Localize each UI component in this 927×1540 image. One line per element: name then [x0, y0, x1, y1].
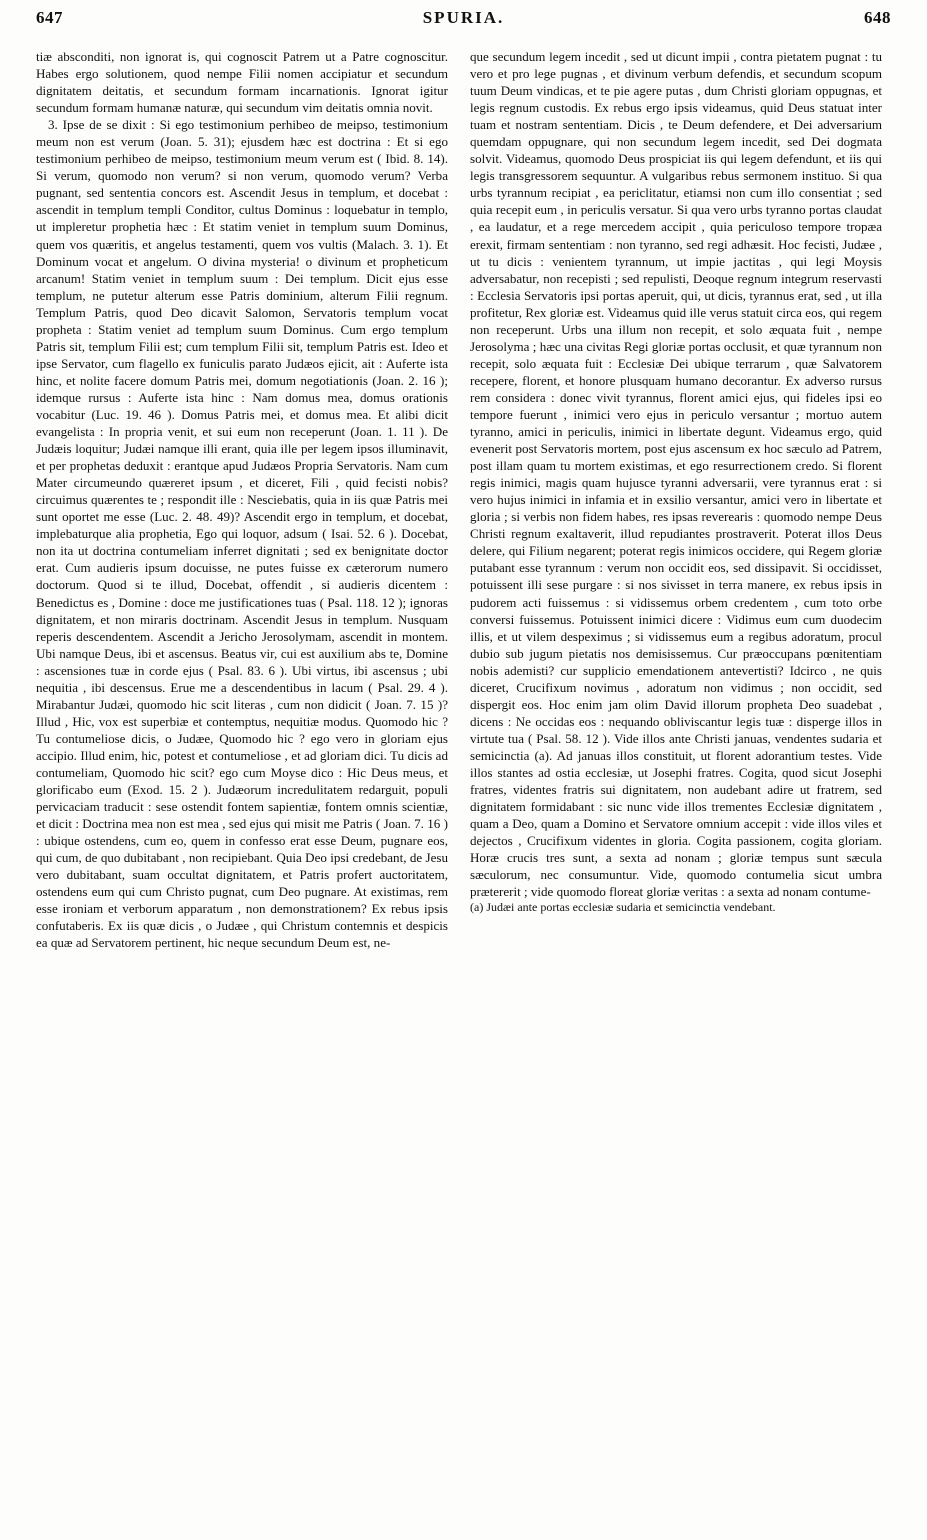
left-paragraph-2: 3. Ipse de se dixit : Si ego testimonium perhibeo de meipso, testimonium meum non est verum (Joan. 5. 31); ejusdem hæc est doctrina : Et si ego testimonium perhibeo de meipso, testimonium meum verum est ( Ibid. 8. 14). Si verum, quomodo non verum? si non verum, quomodo verum? Verba pugnant, sed sententia concors est. Ascendit Jesus in templum, et docebat : ascendit in templum templi Conditor, cultus Dominus : loquebatur in templo, ut impleretur prophetia hæc : Et statim veniet in templum suum Dominus, quem vos quæritis, et angelus testamenti, quem vos vultis (Malach. 3. 1). Et Dominum vocat et angelum. O divina mysteria! o divinum et propheticum arcanum! Statim veniet in templum suum : Dei templum. Dicit ejus esse templum, ne putetur alterum esse Patris dominium, alterum Filii regnum. Templum Patris, quod Deo dicavit Salomon, Servatoris templum vocat propheta : Statim veniet ad templum suum Dominus. Cum ergo templum Patris sit, templum Filii est; cum templum Filii sit, templum Patris est. Ideo et ipse Servator, cum flagello ex funiculis parato Judæos ejicit, ait : Auferte ista hinc, et nolite facere domum Patris mei, domum negotiationis (Joan. 2. 16 ); idemque rursus : Auferte ista hinc : Nam domus mea, domus orationis vocabitur (Luc. 19. 46 ). Domus Patris mei, et domus mea. Et alibi dicit evangelista : In propria venit, et sui eum non receperunt (Joan. 1. 11 ). De Judæis loquitur; Judæi namque illi erant, quia ille per legem ipsos illuminavit, et per prophetas deduxit : erantque apud Judæos Propria Servatoris. Nam cum Mater circumeundo quæreret ipsum , et diceret, Fili , quid fecisti nobis? circuimus quærentes te ; respondit ille : Nesciebatis, quia in iis quæ Patris mei sunt oportet me esse (Luc. 2. 48. 49)? Ascendit ergo in templum, et docebat, implebaturque alia prophetia, Ego qui loquor, adsum ( Isai. 52. 6 ). Docebat, non ita ut doctrina contumeliam inferret dignitati ; sed ex benignitate doctor erat. Cum audieris ipsum docuisse, ne putes fuisse ex cæterorum numero doctorum. Quod si te illud, Docebat, offendit , si audieris dicentem : Benedictus es , Domine : doce me justificationes tuas ( Psal. 118. 12 ); ignoras dignitatem, et non miraris doctrinam. Ascendit Jesus in templum. Nusquam reperis descendentem. Ascendit a Jericho Jerosolymam, ascendit in montem. Ubi namque Deus, ibi et ascensus. Beatus vir, cui est auxilium abs te, Domine : ascensiones tuæ in corde ejus ( Psal. 83. 6 ). Ubi virtus, ibi ascensus ; ubi nequitia , ibi descensus. Erue me a descendentibus in lacum ( Psal. 29. 4 ). Mirabantur Judæi, quomodo hic scit literas , cum non didicit ( Joan. 7. 15 )? Illud , Hic, vox est superbiæ et contemptus, nequitiæ modus. Quomodo hic ? Tu contumeliose dicis, o Judæe, Quomodo hic ? ego vero in gloriam ejus accipio. Illud enim, hic, potest et contumeliose , et ad gloriam dici. Tu dicis ad contumeliam, Quomodo hic scit? ego cum Moyse dico : Hic Deus meus, et glorificabo eum (Exod. 15. 2 ). Judæorum incredulitatem redarguit, populi pervicaciam traducit : sese ostendit fontem sapientiæ, fontem omnis scientiæ, et dicit : Doctrina mea non est mea , sed ejus qui misit me Patris ( Joan. 7. 16 ) : ubique ostendens, cum eo, quem in confesso erat esse Deum, pugnare eos, qui cum, de quo dubitabant , non recipiebant. Quia Deo ipsi credebant, de Jesu vero dubitabant, suam occultat dignitatem, et Patris profert auctoritatem, ostendens eum qui cum Christo pugnat, cum Deo pugnare. At existimas, rem esse ironiam et verborum apparatum , non demonstrationem? Ex rebus ipsis confutaberis. Ex iis quæ dicis , o Judæe , qui Christum contemnis et despicis ea quæ ad Servatorem pertinent, hic neque secundum Deum est, ne-: [36, 117, 448, 951]
left-paragraph-1: tiæ absconditi, non ignorat is, qui cognoscit Patrem ut a Patre cognoscitur. Habes ergo solutionem, quod nempe Filii nomen accipiatur et secundum dignitatem deitatis, et secundum formam incarnationis. Ignorat igitur secundum formam humanæ naturæ, qui secundum vim deitatis omnia novit.: [36, 49, 448, 116]
page-number-right: 648: [864, 8, 891, 27]
right-paragraph-1: que secundum legem incedit , sed ut dicunt impii , contra pietatem pugnat : tu vero et pro lege pugnas , et divinum verbum defendis, et secundum scopum tuum Deum vindicas, et te pie agere putas , dum Christi gloriam oppugnas, et legis regnum custodis. Ex rebus ergo ipsis videamus, quid Deus statuat inter tuam et nostram sententiam. Dicis , te Deum defendere, et Dei adversarium quemdam oppugnare, qui non secundum legem incedit, sed Dei dogmata solvit. Videamus, quomodo Deus prospiciat iis qui legem defendunt, et iis qui legis transgressorem sequuntur. A vulgaribus rebus sermonem instituo. Si qua urbs tyrannum recipiat , ea periclitatur, etiamsi non cum illo consentiat ; sed quia recepit eum , in periculis versatur. Si qua vero urbs tyranno portas claudat , ea laudatur, et a rege mercedem accipit , quia periculoso tempore tropæa erexit, firmam sententiam : non tyranno, sed regi adhæsit. Hoc fecisti, Judæe , ut tu dicis : venientem tyrannum, ut impie jactitas , qui legi Moysis adversabatur, non recepisti ; sed repulisti, Deoque regnum integrum reservasti : Ecclesia Servatoris ipsi portas aperuit, qui, ut dicis, tyrannus erat, sed , ut illa profitetur, Rex gloriæ est. Videamus quid ille verus statuit circa eos, qui regem non receperunt. Urbs una illum non recepit, et solo æquata fuit , nempe Jerosolyma ; hæc una civitas Regi gloriæ portas occlusit, et quæ tyrannum non recepit, solo æquata fuit : Ecclesiæ Dei ubique terrarum , quæ Salvatorem recepere, florent, et honore plusquam humano decorantur. Ex adverso rursus rem considera : donec vivit tyrannus, florent amici ejus, qui fideles ipsi eo tempore fuerunt , inimici vero ejus in periculo versantur ; mortuo autem tyranno, amici in periculis, inimici in libertate degunt. Videamus ergo, quid evenerit post Servatoris mortem, post ejus ascensum ex hoc sæculo ad Patrem, post illam quam tu mortem existimas, et ego resurrectionem credo. Si florent regis inimici, magis quam hujusce tyranni adversarii, vere tyrannus erat : si vero hujus inimici in infamia et in exsilio versantur, amici vero in libertate et gloria ; si verbis non fidem habes, res ipsas reverearis : quomodo nempe Deus Christi regnum exaltaverit, illud repudiantes prostraverit. Poterat illos Deus delere, qui Filium negarent; poterat regis inimicos occidere, qui Regem gloriæ putabant esse tyrannum : verum non occidit eos, sed dissipavit. Si occidisset, potuissent illi sese purgare : si nos sivisset in terra manere, ex rebus ipsis in pudorem acti fuissemus : si vidissemus orbem credentem , cum toto orbe conversi fuissemus. Potuissent inimici dicere : Vidimus eum cum duodecim illis, et ut vilem despeximus ; si vidissemus eum a regibus adoratum, procul dubio sub jugum pietatis nos demisissemus. Cur præoccupans pœnitentiam nobis ademisti? cur supplicio emendationem antevertisti? Idcirco , ne quis diceret, Crucifixum novimus , adoratum non vidimus ; non occidit, sed dispergit eos. Hoc enim jam olim David illorum propheta Deo suadebat , dicens : Ne occidas eos : nequando obliviscantur legis tuæ : disperge illos in virtute tua ( Psal. 58. 12 ). Vide illos ante Christi januas, vendentes sudaria et semicinctia (a). Ad januas illos constituit, ut florent adorantium testes. Vide illos stantes ad ostia ecclesiæ, ut Josephi fratres. Cogita, quod sicut Josephi fratres, videntes fratris sui dignitatem, non audebant adire ut fratrem, sed dignitatem formidabant : sic nunc vide illos trementes Ecclesiæ dignitatem , quam a Deo, quam a Domino et Servatore omnium accepit : vide illos viles et dejectos , Crucifixum videntes in gloria. Cogita passionem, cogita gloriam. Horæ crucis tres sunt, a sexta ad nonam ; gloriæ tempus sunt sæcula sæculorum, nec consumuntur. Vide, quomodo contumelia sicut umbra prætererit ; vide quomodo floreat gloriæ veritas : a sexta ad nonam contume-: [470, 49, 882, 900]
page-number-left: 647: [36, 8, 63, 27]
left-column: [36, 48, 448, 951]
running-title: SPURIA.: [422, 8, 505, 27]
running-header: [36, 8, 891, 38]
right-column: [470, 48, 882, 915]
footnote: (a) Judæi ante portas ecclesiæ sudaria et semicinctia vendebant.: [470, 900, 776, 915]
